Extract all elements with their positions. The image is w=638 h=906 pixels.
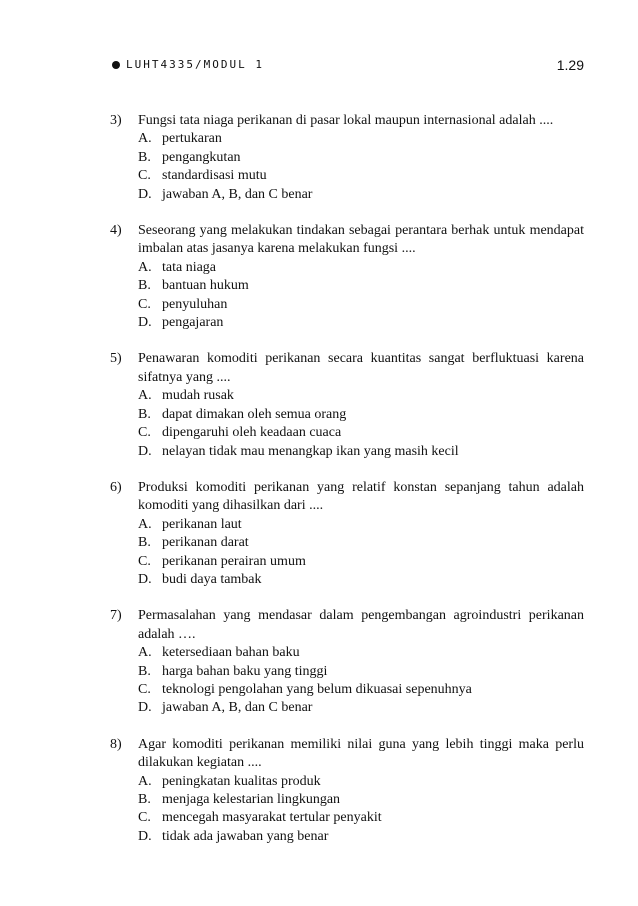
option-label: D. bbox=[138, 443, 152, 459]
option-text: bantuan hukum bbox=[162, 278, 249, 294]
option-a bbox=[138, 130, 584, 148]
option-c bbox=[138, 296, 584, 314]
option-text: jawaban A, B, dan C benar bbox=[162, 186, 313, 202]
option-text: perikanan darat bbox=[162, 535, 249, 551]
option-b bbox=[138, 277, 584, 295]
option-d bbox=[138, 186, 584, 204]
option-list bbox=[138, 516, 584, 590]
question-8 bbox=[110, 736, 584, 846]
option-label: A. bbox=[138, 645, 152, 661]
option-label: A. bbox=[138, 516, 152, 532]
question-number: 7) bbox=[110, 608, 122, 624]
option-label: B. bbox=[138, 149, 151, 165]
option-label: A. bbox=[138, 773, 152, 789]
option-label: B. bbox=[138, 278, 151, 294]
option-a bbox=[138, 259, 584, 277]
page-header bbox=[112, 56, 584, 78]
option-text: tata niaga bbox=[162, 259, 217, 275]
option-a bbox=[138, 644, 584, 662]
option-text: standardisasi mutu bbox=[162, 168, 267, 184]
option-a bbox=[138, 516, 584, 534]
option-label: B. bbox=[138, 792, 151, 807]
option-list bbox=[138, 130, 584, 204]
option-label: A. bbox=[138, 388, 152, 404]
option-text: mudah rusak bbox=[162, 388, 234, 404]
question-text: Produksi komoditi perikanan yang relatif konstan sepanjang tahun adalah komoditi yang dihasilkan dari .... bbox=[138, 479, 584, 514]
option-b bbox=[138, 791, 584, 809]
question-text: Permasalahan yang mendasar dalam pengembangan agroindustri perikanan adalah …. bbox=[138, 608, 584, 642]
question-7 bbox=[110, 607, 584, 717]
option-text: menjaga kelestarian lingkungan bbox=[162, 792, 341, 807]
option-text: dapat dimakan oleh semua orang bbox=[162, 406, 347, 422]
option-b bbox=[138, 149, 584, 167]
option-label: C. bbox=[138, 168, 151, 184]
question-4 bbox=[110, 222, 584, 332]
option-c bbox=[138, 167, 584, 185]
option-b bbox=[138, 663, 584, 681]
option-label: C. bbox=[138, 681, 151, 697]
option-a bbox=[138, 773, 584, 791]
option-d bbox=[138, 571, 584, 589]
option-text: harga bahan baku yang tinggi bbox=[162, 663, 328, 679]
option-text: nelayan tidak mau menangkap ikan yang masih kecil bbox=[162, 443, 459, 459]
option-label: C. bbox=[138, 296, 151, 312]
option-b bbox=[138, 534, 584, 552]
option-text: dipengaruhi oleh keadaan cuaca bbox=[162, 425, 342, 441]
option-label: B. bbox=[138, 663, 151, 679]
bullet-icon bbox=[112, 61, 120, 69]
option-list bbox=[138, 773, 584, 847]
question-number: 8) bbox=[110, 736, 122, 752]
option-a bbox=[138, 387, 584, 405]
option-text: perikanan perairan umum bbox=[162, 553, 306, 569]
option-c bbox=[138, 553, 584, 571]
option-text: perikanan laut bbox=[162, 516, 242, 532]
option-text: pertukaran bbox=[162, 131, 222, 147]
option-d bbox=[138, 443, 584, 461]
question-number: 4) bbox=[110, 223, 122, 239]
option-label: B. bbox=[138, 406, 151, 422]
option-label: C. bbox=[138, 810, 151, 826]
option-label: D. bbox=[138, 700, 152, 716]
option-text: pengangkutan bbox=[162, 149, 241, 165]
option-label: C. bbox=[138, 553, 151, 569]
question-3 bbox=[110, 112, 584, 204]
option-c bbox=[138, 424, 584, 442]
question-5 bbox=[110, 350, 584, 460]
option-text: ketersediaan bahan baku bbox=[162, 645, 300, 661]
option-text: penyuluhan bbox=[162, 296, 228, 312]
option-list bbox=[138, 259, 584, 333]
option-label: D. bbox=[138, 315, 152, 331]
option-label: D. bbox=[138, 571, 152, 587]
option-list bbox=[138, 387, 584, 461]
option-text: peningkatan kualitas produk bbox=[162, 773, 321, 789]
option-c bbox=[138, 809, 584, 827]
question-number: 3) bbox=[110, 113, 122, 128]
question-number: 5) bbox=[110, 351, 122, 367]
question-text: Penawaran komoditi perikanan secara kuantitas sangat berfluktuasi karena sifatnya yang .... bbox=[138, 351, 584, 385]
option-label: C. bbox=[138, 425, 151, 441]
question-number: 6) bbox=[110, 479, 122, 495]
option-text: jawaban A, B, dan C benar bbox=[162, 700, 313, 716]
option-d bbox=[138, 828, 584, 846]
option-text: teknologi pengolahan yang belum dikuasai sepenuhnya bbox=[162, 681, 472, 697]
option-label: B. bbox=[138, 535, 151, 551]
option-list bbox=[138, 644, 584, 718]
question-text: Fungsi tata niaga perikanan di pasar lokal maupun internasional adalah .... bbox=[138, 113, 554, 128]
option-text: mencegah masyarakat tertular penyakit bbox=[162, 810, 382, 826]
question-text: Seseorang yang melakukan tindakan sebagai perantara berhak untuk mendapat imbalan atas jasanya karena melakukan fungsi .... bbox=[138, 223, 584, 257]
option-d bbox=[138, 699, 584, 717]
option-c bbox=[138, 681, 584, 699]
option-text: tidak ada jawaban yang benar bbox=[162, 828, 329, 844]
option-label: D. bbox=[138, 186, 152, 202]
option-label: A. bbox=[138, 131, 152, 147]
question-list bbox=[110, 112, 584, 864]
option-label: D. bbox=[138, 828, 152, 844]
question-text: Agar komoditi perikanan memiliki nilai guna yang lebih tinggi maka perlu dilakukan kegiatan .... bbox=[138, 736, 584, 771]
option-text: pengajaran bbox=[162, 315, 224, 331]
option-text: budi daya tambak bbox=[162, 571, 262, 587]
module-code: LUHT4335/MODUL 1 bbox=[126, 58, 264, 71]
option-d bbox=[138, 314, 584, 332]
option-label: A. bbox=[138, 259, 152, 275]
question-6 bbox=[110, 479, 584, 589]
option-b bbox=[138, 406, 584, 424]
page-number: 1.29 bbox=[556, 57, 584, 73]
